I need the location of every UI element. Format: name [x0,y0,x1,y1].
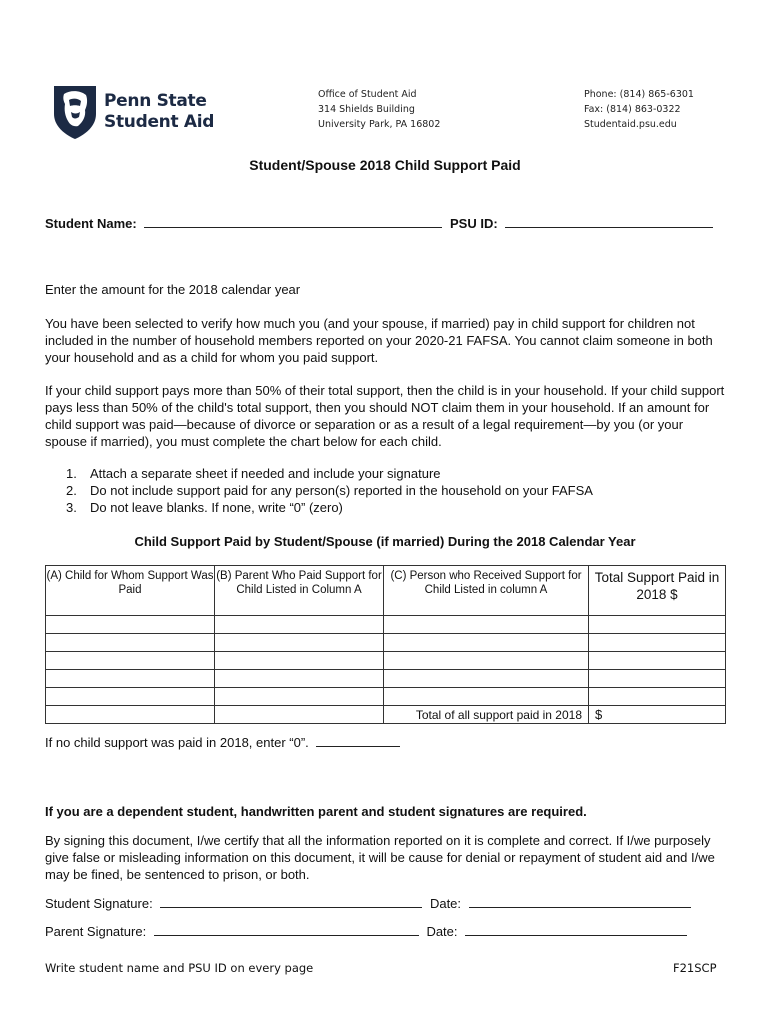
table-cell[interactable] [46,652,215,670]
office-address [318,87,440,132]
table-cell[interactable] [384,616,589,634]
student-signature-field[interactable] [160,896,422,908]
student-name-label: Student Name: [45,216,137,231]
no-support-row [45,735,400,750]
currency-symbol: $ [595,707,603,722]
psu-id-field[interactable] [505,216,713,228]
table-cell[interactable] [46,688,215,706]
date-label: Date: [429,896,462,911]
date-label: Date: [426,924,458,939]
parent-signature-field[interactable] [154,924,419,936]
intro-text: Enter the amount for the 2018 calendar year [45,282,301,297]
logo-line-1: Penn State [104,91,207,111]
table-cell[interactable] [215,652,384,670]
table-cell[interactable] [46,706,215,724]
student-name-field[interactable] [144,216,442,228]
table-cell[interactable] [589,616,726,634]
signature-heading: If you are a dependent student, handwritten parent and student signatures are required. [45,804,587,819]
list-item: 1. Attach a separate sheet if needed and include your signature [66,466,441,481]
office-building: 314 Shields Building [318,104,415,115]
total-column-header: Total Support Paid in 2018 $ [589,566,726,616]
table-row [46,688,726,706]
form-title: Student/Spouse 2018 Child Support Paid [249,157,521,173]
total-amount-field[interactable] [589,706,726,724]
column-a-header: (A) Child for Whom Support Was Paid [46,566,215,616]
parent-signature-row [45,924,687,939]
nittany-lion-shield-icon [52,84,98,140]
footer-note: Write student name and PSU ID on every page [45,961,314,975]
column-b-header: (B) Parent Who Paid Support for Child Listed in Column A [215,566,384,616]
total-row [46,706,726,724]
parent-signature-label: Parent Signature: [45,924,147,939]
column-c-header: (C) Person who Received Support for Child Listed in column A [384,566,589,616]
table-cell[interactable] [46,634,215,652]
table-cell[interactable] [46,670,215,688]
student-date-field[interactable] [469,896,691,908]
form-code: F21SCP [673,961,717,975]
table-cell[interactable] [589,652,726,670]
table-row [46,634,726,652]
child-support-table [45,565,726,724]
office-city: University Park, PA 16802 [318,119,441,130]
list-item: 3. Do not leave blanks. If none, write “0” (zero) [66,500,343,515]
table-cell[interactable] [46,616,215,634]
table-row [46,652,726,670]
table-row [46,670,726,688]
table-cell[interactable] [384,634,589,652]
certification-text: By signing this document, I/we certify that all the information reported on it is complete and correct. If I/we purposely give false or misleading information on this document, it will be cause for denial or repayment of student aid and I/we may be fined, be sentenced to prison, or both. [45,833,715,882]
table-cell[interactable] [384,688,589,706]
penn-state-logo [52,84,214,140]
student-info-row [45,216,713,231]
list-item: 2. Do not include support paid for any person(s) reported in the household on your FAFSA [66,483,593,498]
parent-date-field[interactable] [465,924,687,936]
table-cell[interactable] [215,706,384,724]
psu-id-label: PSU ID: [449,216,498,231]
table-cell[interactable] [589,670,726,688]
table-cell[interactable] [384,652,589,670]
phone-number: Phone: (814) 865-6301 [584,89,694,100]
table-cell[interactable] [384,670,589,688]
table-row [46,616,726,634]
office-name: Office of Student Aid [318,89,417,100]
total-label: Total of all support paid in 2018 [384,706,589,724]
logo-line-2: Student Aid [104,112,215,132]
table-title: Child Support Paid by Student/Spouse (if married) During the 2018 Calendar Year [134,534,636,549]
table-cell[interactable] [215,688,384,706]
table-cell[interactable] [215,670,384,688]
student-signature-row [45,896,691,911]
no-support-field[interactable] [316,735,400,747]
table-cell[interactable] [215,634,384,652]
table-cell[interactable] [589,634,726,652]
table-cell[interactable] [215,616,384,634]
no-support-text: If no child support was paid in 2018, enter “0”. [45,735,309,750]
fax-number: Fax: (814) 863-0322 [584,104,681,115]
student-signature-label: Student Signature: [45,896,153,911]
instruction-list [66,465,593,516]
website: Studentaid.psu.edu [584,119,677,130]
office-contact [584,87,694,132]
table-header-row [46,566,726,616]
selection-paragraph: You have been selected to verify how much you (and your spouse, if married) pay in child support for children not included in the number of household members reported on your 2020-21 FAFSA. You cannot claim someone in both your household and as a child for whom you paid support. [45,316,713,365]
household-paragraph: If your child support pays more than 50% of their total support, then the child is in your household. If your child support pays less than 50% of the child's total support, then you should NOT claim them in your household. If an amount for child support was paid—because of divorce or separation or as a result of a legal requirement—by you (or your spouse if married), you must complete the chart below for each child. [45,383,725,449]
table-cell[interactable] [589,688,726,706]
